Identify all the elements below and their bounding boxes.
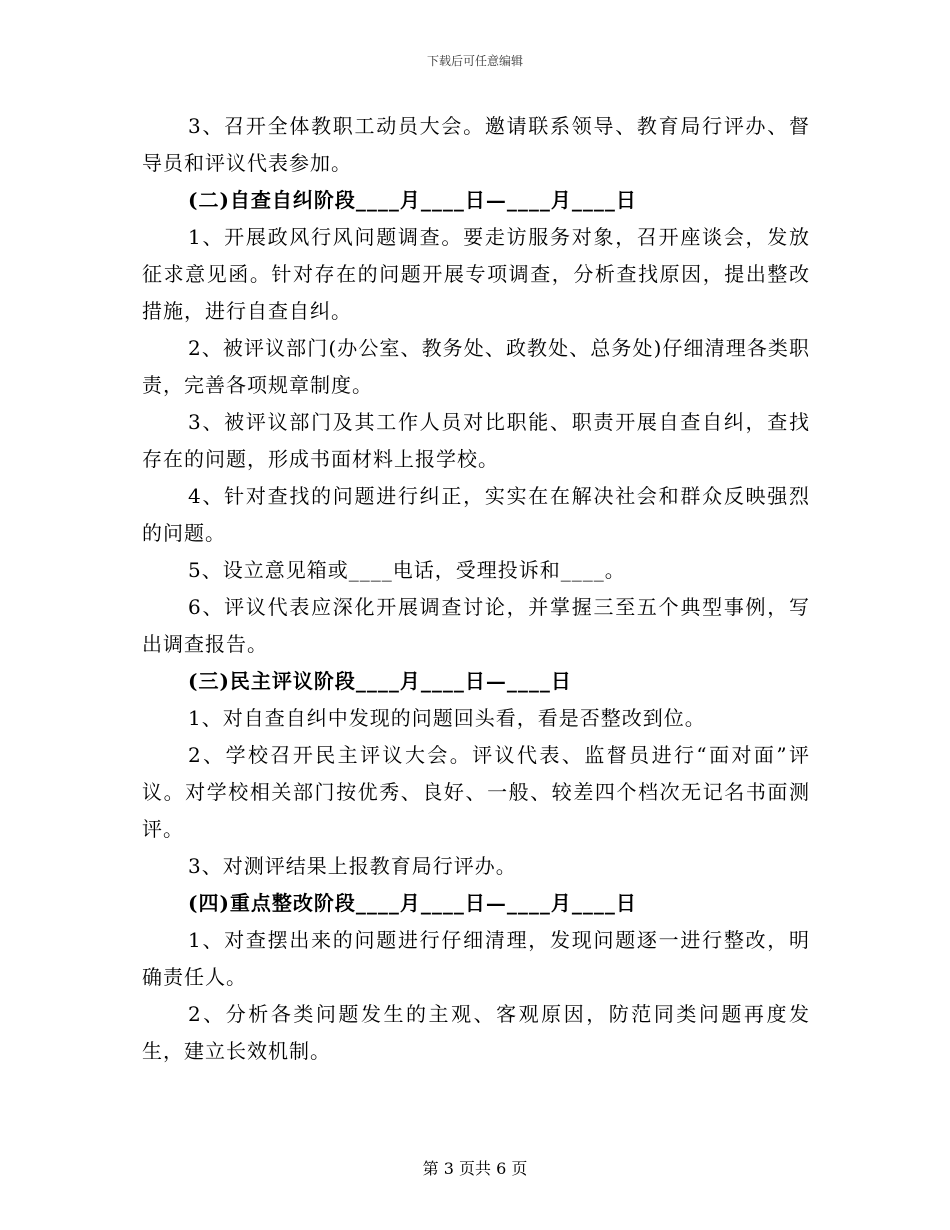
- page-footer: 第 3 页共 6 页: [422, 1159, 528, 1178]
- section-heading: (三)民主评议阶段____月____日—____日: [188, 669, 572, 693]
- document-body: [142, 108, 810, 1070]
- paragraph: 5、设立意见箱或____电话，受理投诉和____。: [188, 558, 626, 582]
- section-heading: (四)重点整改阶段____月____日—____月____日: [188, 891, 637, 915]
- paragraph: 3、被评议部门及其工作人员对比职能、职责开展自查自纠，查找存在的问题，形成书面材料上报学校。: [142, 410, 810, 471]
- page-header: 下载后可任意编辑: [426, 54, 523, 68]
- paragraph: 2、被评议部门(办公室、教务处、政教处、总务处)仔细清理各类职责，完善各项规章制度。: [142, 336, 810, 397]
- paragraph: 1、对查摆出来的问题进行仔细清理，发现问题逐一进行整改，明确责任人。: [142, 928, 810, 989]
- section-heading: (二)自查自纠阶段____月____日—____月____日: [188, 188, 637, 212]
- paragraph: 1、对自查自纠中发现的问题回头看，看是否整改到位。: [188, 706, 706, 730]
- paragraph: 2、学校召开民主评议大会。评议代表、监督员进行“面对面”评议。对学校相关部门按优秀、良好、一般、较差四个档次无记名书面测评。: [142, 743, 810, 841]
- paragraph: 4、针对查找的问题进行纠正，实实在在解决社会和群众反映强烈的问题。: [142, 484, 810, 545]
- paragraph: 6、评议代表应深化开展调查讨论，并掌握三至五个典型事例，写出调查报告。: [142, 595, 810, 656]
- paragraph: 3、对测评结果上报教育局行评办。: [188, 854, 517, 878]
- paragraph: 3、召开全体教职工动员大会。邀请联系领导、教育局行评办、督导员和评议代表参加。: [142, 114, 810, 175]
- paragraph: 1、开展政风行风问题调查。要走访服务对象，召开座谈会，发放征求意见函。针对存在的问题开展专项调查，分析查找原因，提出整改措施，进行自查自纠。: [142, 225, 810, 323]
- paragraph: 2、分析各类问题发生的主观、客观原因，防范同类问题再度发生，建立长效机制。: [142, 1002, 810, 1063]
